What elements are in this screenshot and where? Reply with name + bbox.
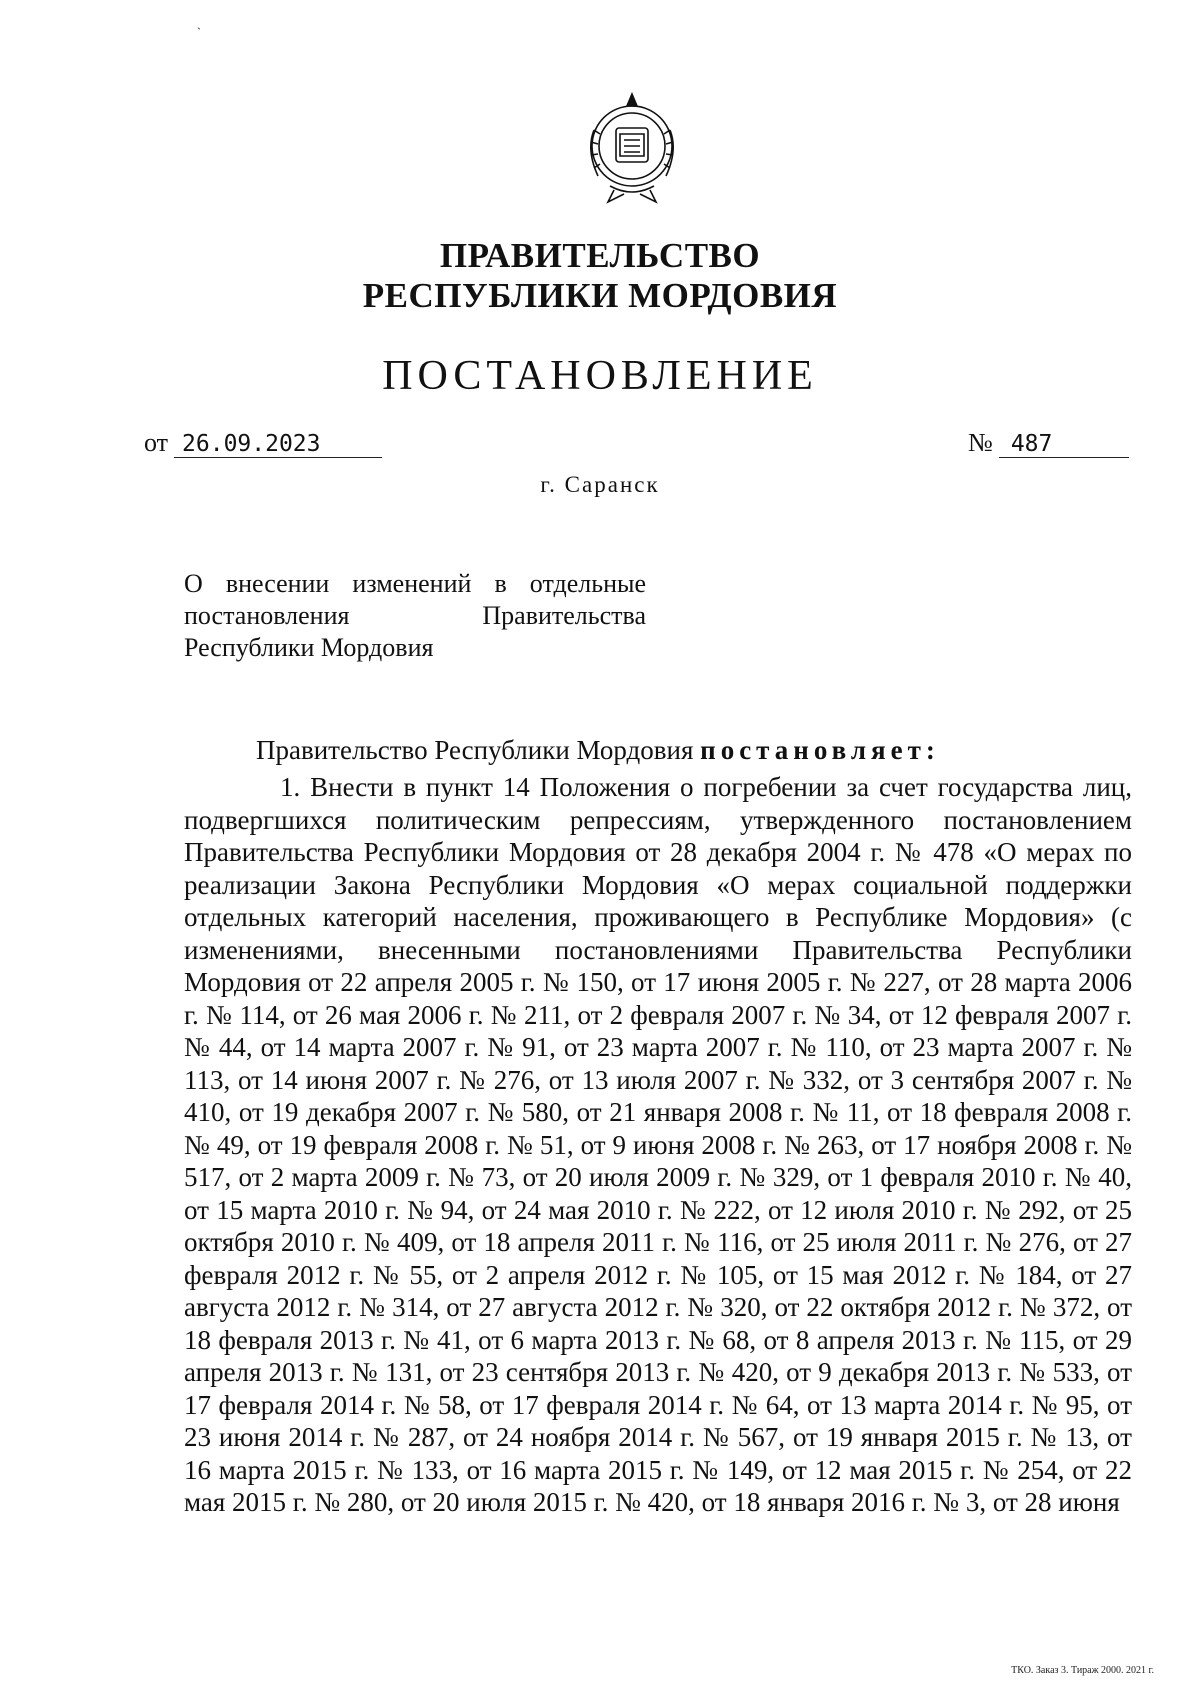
number-value: 487 <box>999 431 1129 458</box>
number-prefix: № <box>968 428 993 457</box>
date-value: 26.09.2023 <box>174 431 382 458</box>
subject-line: Республики Мордовия <box>184 633 434 662</box>
org-title-line2: РЕСПУБЛИКИ МОРДОВИЯ <box>362 276 838 315</box>
document-type: ПОСТАНОВЛЕНИЕ <box>382 353 818 399</box>
document-number <box>968 428 1129 458</box>
org-title-line1: ПРАВИТЕЛЬСТВО <box>439 236 761 275</box>
subject-line: О внесении изменений в отдельные <box>184 569 646 598</box>
date-prefix: от <box>144 428 169 457</box>
scan-mark: ˎ <box>197 16 201 30</box>
document-subject <box>184 568 646 664</box>
subject-line: постановления Правительства <box>184 601 646 630</box>
decree-verb: постановляет: <box>700 735 940 765</box>
decree-intro-text: Правительство Республики Мордовия <box>256 735 694 765</box>
document-date <box>144 428 382 458</box>
city: г. Саранск <box>540 472 660 497</box>
print-info: ТКО. Заказ 3. Тираж 2000. 2021 г. <box>1011 1665 1154 1676</box>
paragraph-1: 1. Внести в пункт 14 Положения о погребении за счет государства лиц, подвергшихся политическим репрессиям, утвержденного постановлением Правительства Республики Мордовия от 28 декабря 2004 г. № 478 «О мерах по реализации Закона Республики Мордовия «О мерах социальной поддержки отдельных категорий населения, проживающего в Республике Мордовия» (с изменениями, внесенными постановлениями Правительства Республики Мордовия от 22 апреля 2005 г. № 150, от 17 июня 2005 г. № 227, от 28 марта 2006 г. № 114, от 26 мая 2006 г. № 211, от 2 февраля 2007 г. № 34, от 12 февраля 2007 г. № 44, от 14 марта 2007 г. № 91, от 23 марта 2007 г. № 110, от 23 марта 2007 г. № 113, от 14 июня 2007 г. № 276, от 13 июля 2007 г. № 332, от 3 сентября 2007 г. № 410, от 19 декабря 2007 г. № 580, от 21 января 2008 г. № 11, от 18 февраля 2008 г. № 49, от 19 февраля 2008 г. № 51, от 9 июня 2008 г. № 263, от 17 ноября 2008 г. № 517, от 2 марта 2009 г. № 73, от 20 июля 2009 г. № 329, от 1 февраля 2010 г. № 40, от 15 марта 2010 г. № 94, от 24 мая 2010 г. № 222, от 12 июля 2010 г. № 292, от 25 октября 2010 г. № 409, от 18 апреля 2011 г. № 116, от 25 июля 2011 г. № 276, от 27 февраля 2012 г. № 55, от 2 апреля 2012 г. № 105, от 15 мая 2012 г. № 184, от 27 августа 2012 г. № 314, от 27 августа 2012 г. № 320, от 22 октября 2012 г. № 372, от 18 февраля 2013 г. № 41, от 6 марта 2013 г. № 68, от 8 апреля 2013 г. № 115, от 29 апреля 2013 г. № 131, от 23 сентября 2013 г. № 420, от 9 декабря 2013 г. № 533, от 17 февраля 2014 г. № 58, от 17 февраля 2014 г. № 64, от 13 марта 2014 г. № 95, от 23 июня 2014 г. № 287, от 24 ноября 2014 г. № 567, от 19 января 2015 г. № 13, от 16 марта 2015 г. № 133, от 16 марта 2015 г. № 149, от 12 мая 2015 г. № 254, от 22 мая 2015 г. № 280, от 20 июля 2015 г. № 420, от 18 января 2016 г. № 3, от 28 июня <box>184 772 1132 1517</box>
decree-intro <box>256 735 940 766</box>
coat-of-arms-icon <box>580 90 684 206</box>
document-body <box>184 771 1132 1519</box>
